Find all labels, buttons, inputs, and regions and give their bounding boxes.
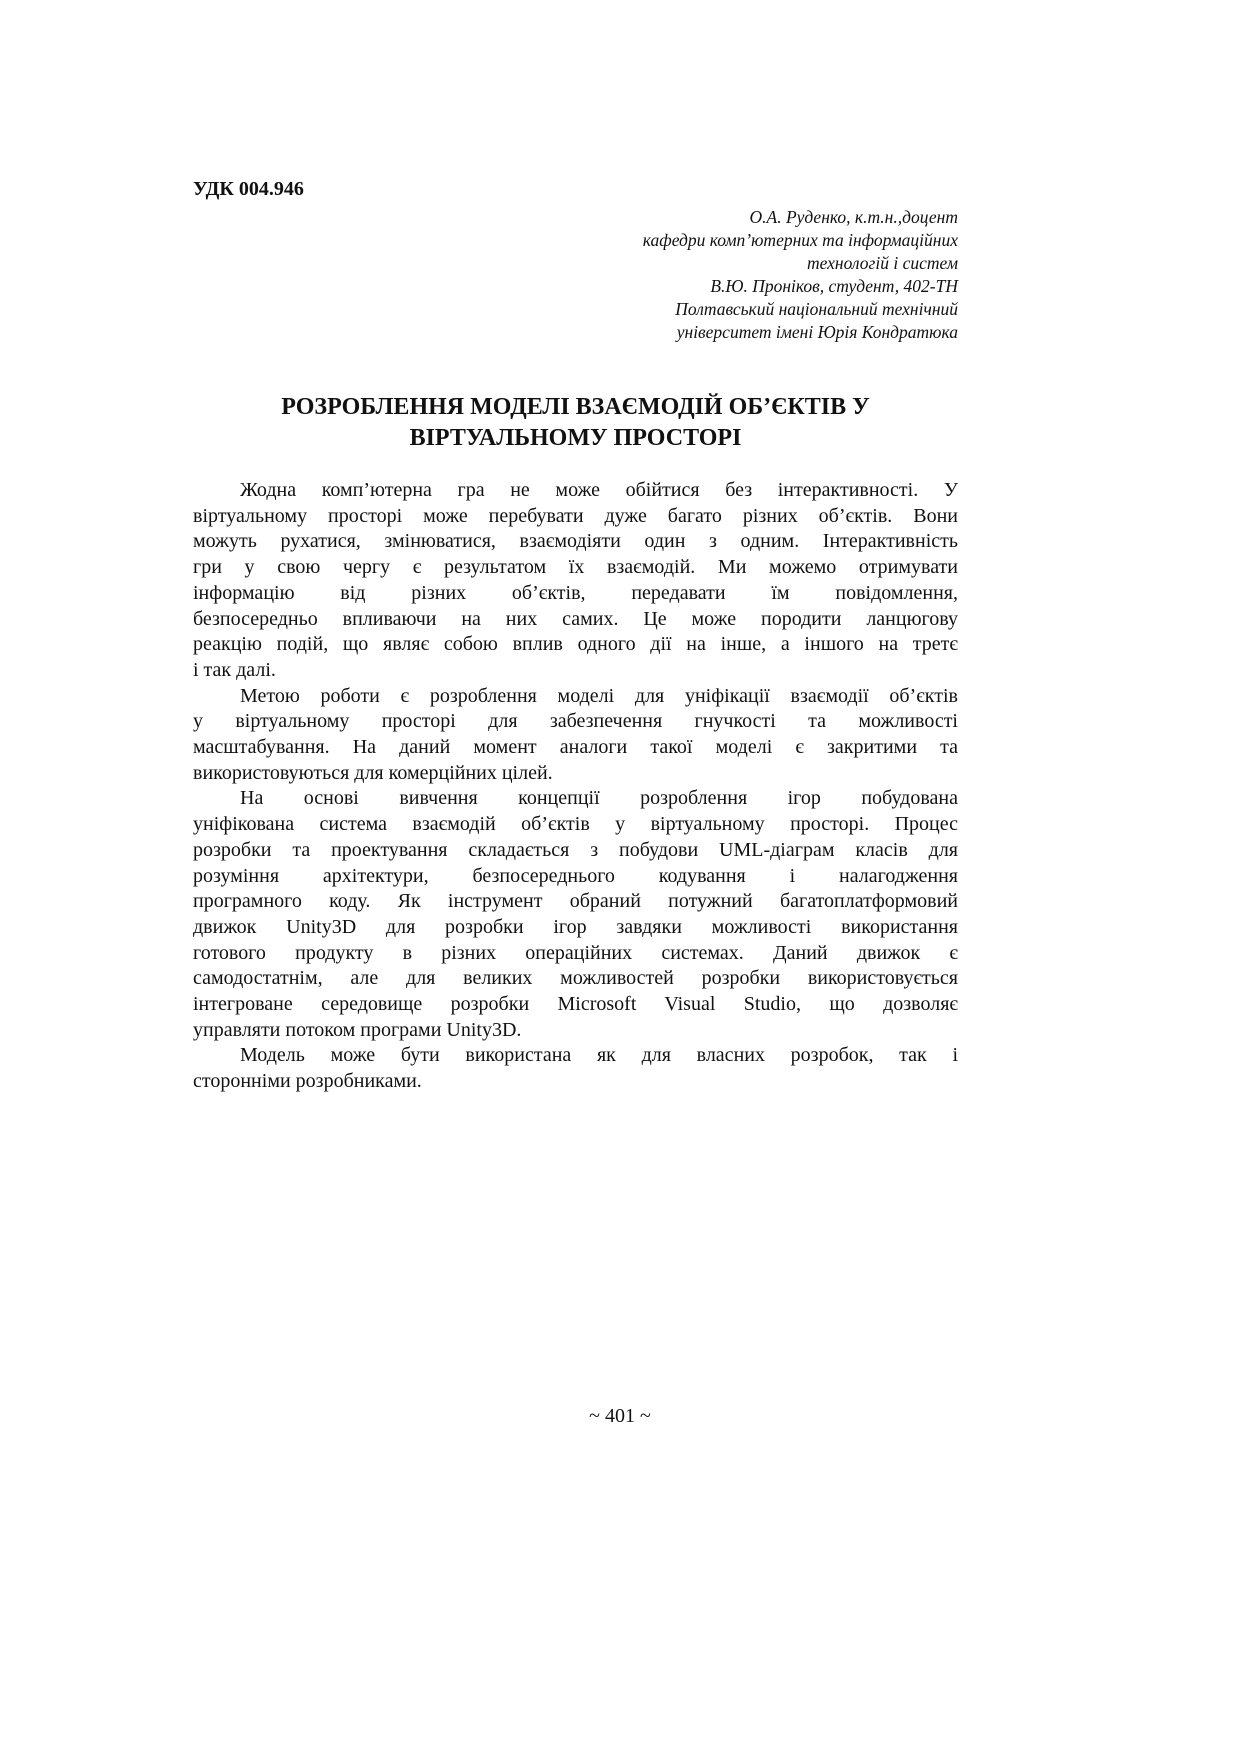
paragraph-line: реакцію подій, що являє собою вплив одного дії на інше, а іншого на третє	[193, 633, 958, 656]
paragraph-line: безпосередньо впливаючи на них самих. Це може породити ланцюгову	[193, 607, 958, 630]
paragraph-line: у віртуальному просторі для забезпечення гнучкості та можливості	[193, 710, 958, 733]
paragraph-line: інформацію від різних об’єктів, передавати їм повідомлення,	[193, 581, 958, 604]
author-line: кафедри комп’ютерних та інформаційних	[642, 230, 958, 250]
paragraph-line: розуміння архітектури, безпосереднього кодування і налагодження	[193, 864, 958, 887]
paragraph-line: використовуються для комерційних цілей.	[193, 761, 553, 784]
paragraph-line: гри у свою чергу є результатом їх взаємодій. Ми можемо отримувати	[193, 556, 958, 579]
paragraph-line: програмного коду. Як інструмент обраний потужний багатоплатформовий	[193, 890, 958, 913]
article-title	[193, 392, 958, 454]
paragraph-line: віртуальному просторі може перебувати дуже багато різних об’єктів. Вони	[193, 504, 958, 527]
author-line: О.А. Руденко, к.т.н.,доцент	[749, 207, 958, 227]
author-line: В.Ю. Проніков, студент, 402-ТН	[710, 276, 958, 296]
paragraph	[193, 684, 958, 787]
paragraph-line: готового продукту в різних операційних системах. Даний движок є	[193, 941, 958, 964]
author-block	[643, 206, 958, 344]
author-line: університет імені Юрія Кондратюка	[676, 322, 958, 342]
paragraph-line: і так далі.	[193, 658, 276, 681]
paragraph-line: сторонніми розробниками.	[193, 1070, 422, 1093]
paragraph-line: розробки та проектування складається з побудови UML-діаграм класів для	[193, 838, 958, 861]
paragraph-line: уніфікована система взаємодій об’єктів у віртуальному просторі. Процес	[193, 813, 958, 836]
author-line: Полтавський національний технічний	[675, 299, 958, 319]
udc-code: УДК 004.946	[193, 178, 304, 200]
paragraph	[193, 1043, 958, 1094]
paragraph-line: На основі вивчення концепції розроблення ігор побудована	[240, 787, 958, 810]
paragraph	[193, 786, 958, 1043]
paragraph-line: самодостатнім, але для великих можливостей розробки використовується	[193, 967, 958, 990]
paragraph-line: Модель може бути використана як для власних розробок, так і	[240, 1044, 958, 1067]
paragraph-line: інтегроване середовище розробки Microsoft Visual Studio, що дозволяє	[193, 993, 958, 1016]
paragraph-line: управляти потоком програми Unity3D.	[193, 1018, 522, 1041]
title-line: ВІРТУАЛЬНОМУ ПРОСТОРІ	[409, 425, 742, 451]
page-number: ~ 401 ~	[589, 1405, 651, 1427]
author-line: технологій і систем	[806, 253, 958, 273]
paragraph-line: можуть рухатися, змінюватися, взаємодіяти один з одним. Інтерактивність	[193, 530, 958, 553]
article-body	[193, 478, 958, 1095]
paragraph-line: движок Unity3D для розробки ігор завдяки можливості використання	[193, 915, 958, 938]
paragraph-line: Жодна комп’ютерна гра не може обійтися без інтерактивності. У	[240, 479, 958, 501]
paragraph-line: масштабування. На даний момент аналоги такої моделі є закритими та	[193, 736, 958, 759]
paragraph	[193, 478, 958, 684]
title-line: РОЗРОБЛЕННЯ МОДЕЛІ ВЗАЄМОДІЙ ОБ’ЄКТІВ У	[281, 394, 870, 420]
paragraph-line: Метою роботи є розроблення моделі для уніфікації взаємодії об’єктів	[240, 684, 958, 707]
